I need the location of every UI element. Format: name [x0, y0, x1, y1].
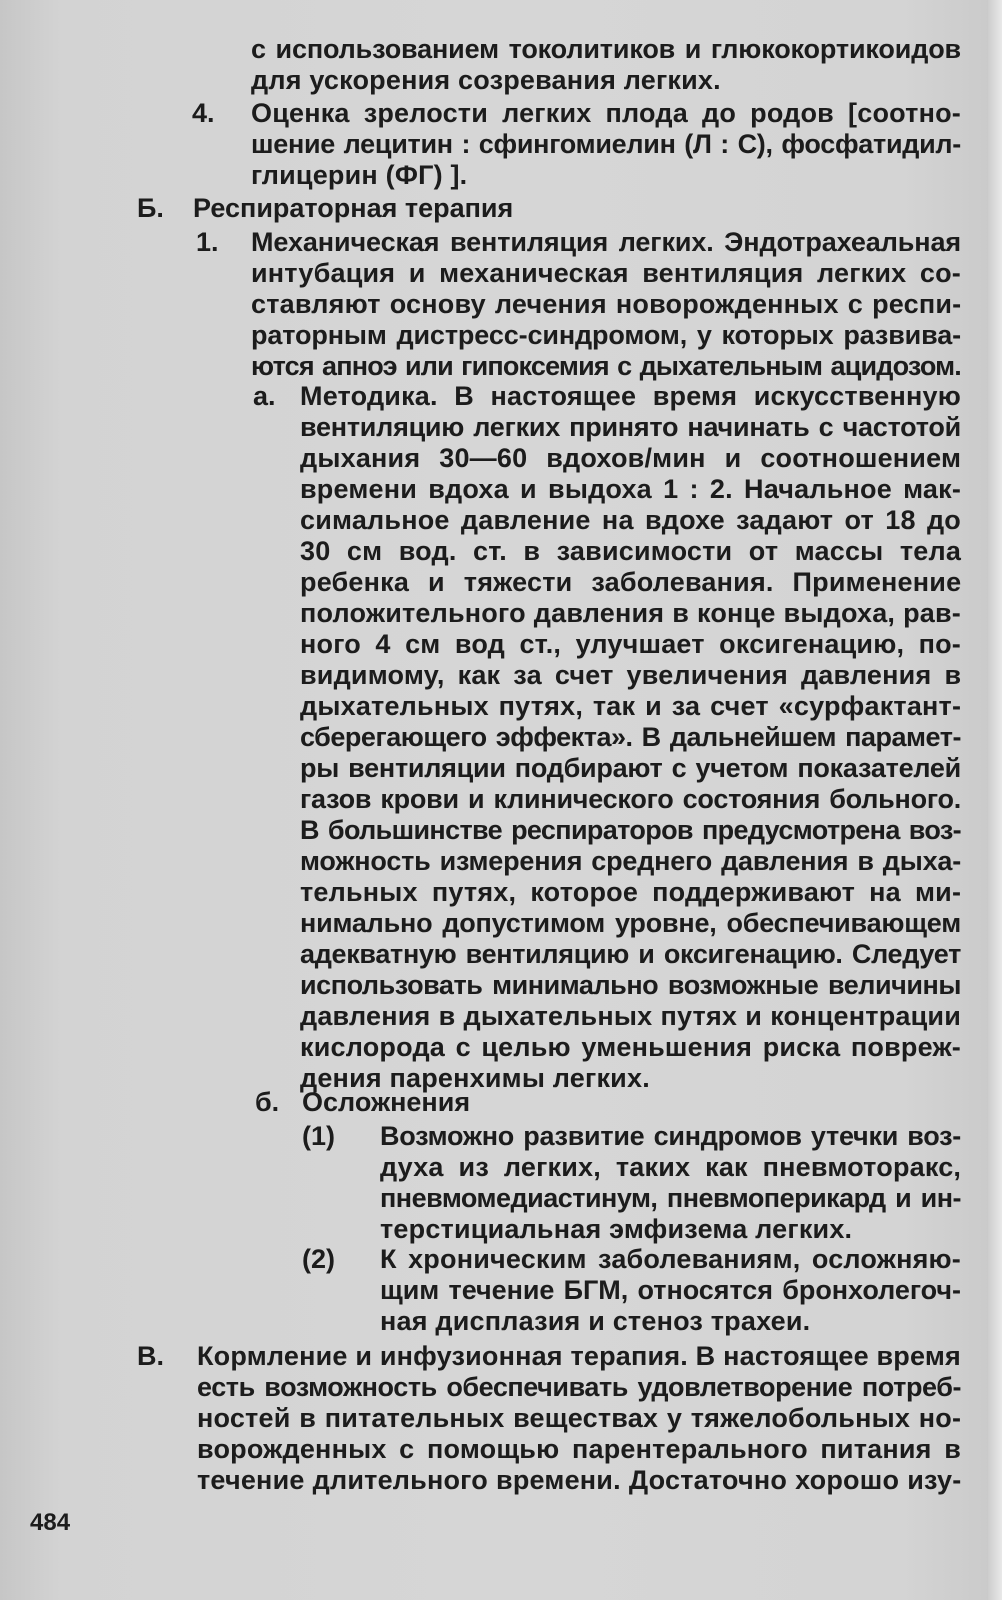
text-line: газов крови и клинического состояния больного. [300, 784, 961, 814]
text-line: интубация и механическая вентиляция легких со- [251, 258, 961, 288]
text-line: дения паренхимы легких. [300, 1063, 650, 1093]
text-line: использовать минимально возможные величины [300, 970, 961, 1000]
page-number: 484 [30, 1509, 71, 1536]
complication-1-paragraph [380, 1121, 961, 1245]
text-line: тельных путях, которое поддерживают на ми- [300, 877, 962, 907]
text-line: ная дисплазия и стеноз трахеи. [380, 1306, 811, 1336]
section-v-paragraph [197, 1341, 961, 1496]
text-line: глицерин (ФГ) ]. [251, 160, 468, 190]
text-line: положительного давления в конце выдоха, рав- [300, 598, 961, 628]
text-line: с использованием токолитиков и глюкокортикоидов [251, 34, 961, 64]
text-line: шение лецитин : сфингомиелин (Л : С), фосфатидил- [251, 129, 961, 159]
text-line: давления в дыхательных путях и концентрации [300, 1001, 961, 1031]
text-line: кислорода с целью уменьшения риска повреж- [300, 1032, 961, 1062]
text-line: ностей в питательных веществах у тяжелобольных но- [197, 1403, 962, 1433]
text-line: дыхательных путях, так и за счет «сурфактант- [300, 691, 962, 721]
text-line: 30 см вод. ст. в зависимости от массы тела [300, 536, 962, 566]
item-1-marker: 1. [196, 227, 219, 257]
text-line: Оценка зрелости легких плода до родов [соотно- [251, 98, 961, 128]
text-line: ворожденных с помощью парентерального питания в [197, 1434, 961, 1464]
item-4-marker: 4. [192, 98, 215, 128]
text-line: терстициальная эмфизема легких. [380, 1214, 853, 1244]
page-edge-shadow [988, 0, 1002, 1600]
complication-2-marker: (2) [302, 1244, 335, 1274]
text-line: времени вдоха и выдоха 1 : 2. Начальное мак- [300, 474, 962, 504]
sub-b-heading: Осложнения [302, 1087, 471, 1117]
text-line: пневмомедиастинум, пневмоперикард и ин- [380, 1183, 961, 1213]
text-line: ребенка и тяжести заболевания. Применение [300, 567, 962, 597]
text-line: щим течение БГМ, относятся бронхолегоч- [380, 1275, 961, 1305]
text-line: ставляют основу лечения новорожденных с респи- [251, 289, 962, 319]
text-line: ются апноэ или гипоксемия с дыхательным ацидозом. [251, 351, 961, 381]
item-4-paragraph [251, 98, 961, 191]
section-b-heading: Респираторная терапия [193, 193, 514, 223]
text-line: ры вентиляции подбирают с учетом показателей [300, 753, 961, 783]
text-line: сберегающего эффекта». В дальнейшем парамет- [300, 722, 961, 752]
section-b-marker: Б. [137, 193, 164, 223]
text-line: Возможно развитие синдромов утечки воз- [380, 1121, 961, 1151]
text-line: раторным дистресс-синдромом, у которых развива- [251, 320, 961, 350]
text-line: Механическая вентиляция легких. Эндотрахеальная [251, 227, 961, 257]
complication-1-marker: (1) [302, 1121, 335, 1151]
text-line: К хроническим заболеваниям, осложняю- [380, 1244, 961, 1274]
sub-a-marker: а. [253, 381, 276, 411]
item-1-paragraph [251, 227, 961, 382]
text-line: видимому, как за счет увеличения давления в [300, 660, 962, 690]
text-line: для ускорения созревания легких. [251, 65, 721, 95]
text-line: нимально допустимом уровне, обеспечивающем [300, 908, 961, 938]
text-line: есть возможность обеспечивать удовлетворение потреб- [197, 1372, 961, 1402]
continuation-paragraph [251, 34, 961, 96]
text-line: симальное давление на вдохе задают от 18 до [300, 505, 961, 535]
section-v-marker: В. [137, 1341, 164, 1371]
sub-a-paragraph [300, 381, 961, 1094]
text-line: вентиляцию легких принято начинать с частотой [300, 412, 961, 442]
text-line: Кормление и инфузионная терапия. В настоящее время [197, 1341, 961, 1371]
text-line: Методика. В настоящее время искусственную [300, 381, 961, 411]
complication-2-paragraph [380, 1244, 961, 1337]
text-line: духа из легких, таких как пневмоторакс, [380, 1152, 962, 1182]
text-line: адекватную вентиляцию и оксигенацию. Следует [300, 939, 961, 969]
text-line: дыхания 30—60 вдохов/мин и соотношением [300, 443, 962, 473]
text-line: можность измерения среднего давления в дыха- [300, 846, 961, 876]
text-line: течение длительного времени. Достаточно хорошо изу- [197, 1465, 962, 1495]
text-line: ного 4 см вод ст., улучшает оксигенацию, по- [300, 629, 961, 659]
sub-b-marker: б. [255, 1087, 280, 1117]
text-line: В большинстве респираторов предусмотрена воз- [300, 815, 961, 845]
